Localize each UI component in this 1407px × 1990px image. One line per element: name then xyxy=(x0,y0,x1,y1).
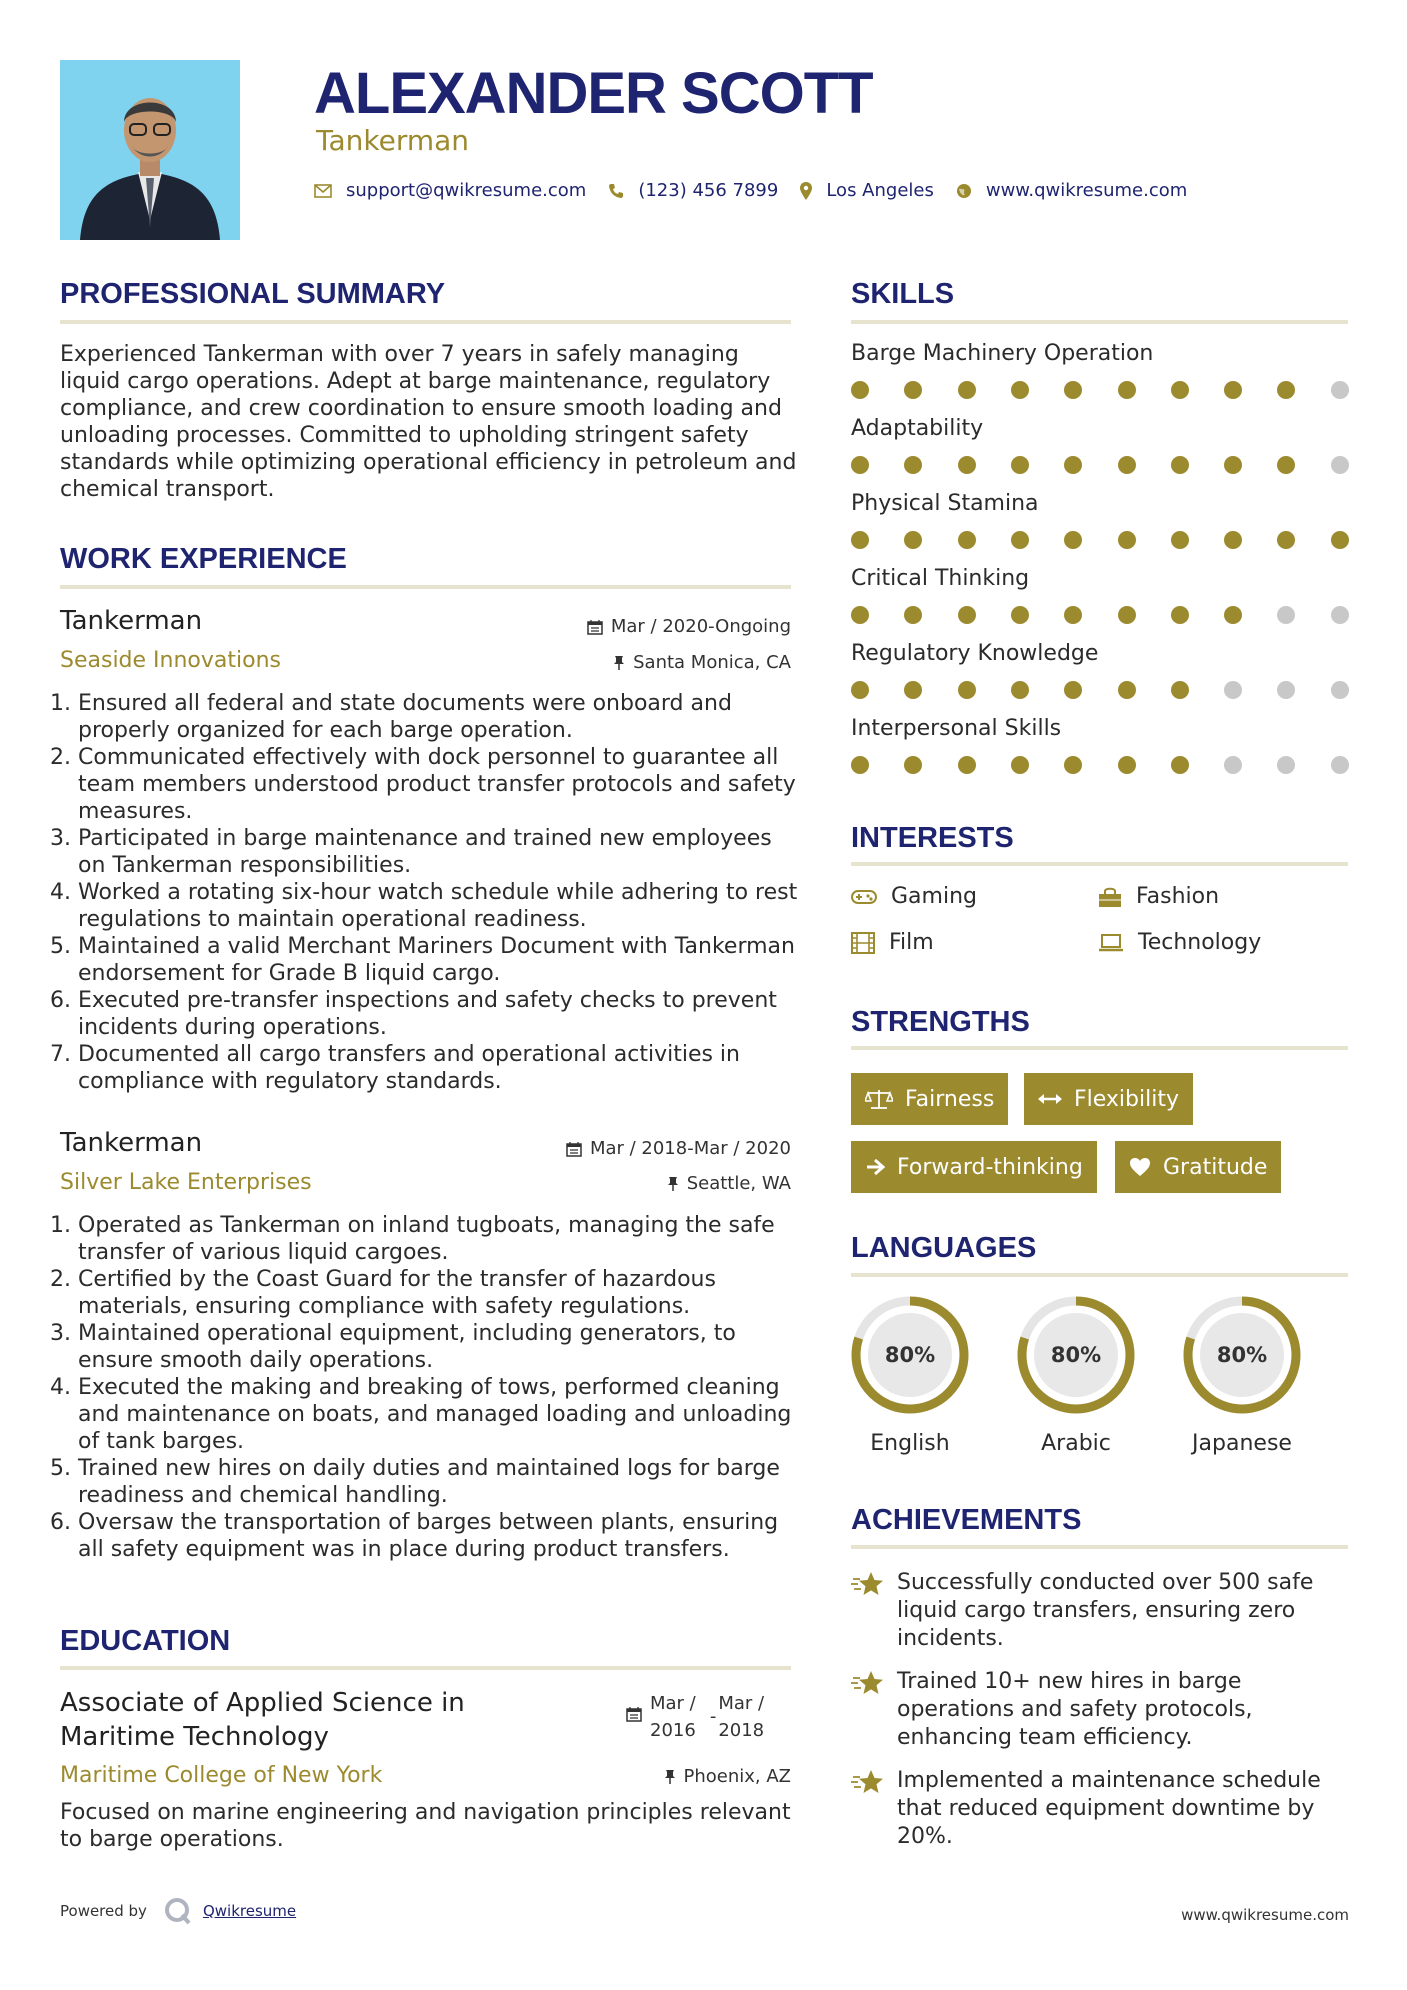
education-rule xyxy=(60,1666,791,1670)
language-name-arabic: Arabic xyxy=(1041,1431,1111,1456)
experience-rule xyxy=(60,585,791,589)
rating-dot-filled xyxy=(1011,681,1029,699)
interests-heading: INTERESTS xyxy=(851,822,1014,854)
rating-dot-filled xyxy=(1118,456,1136,474)
edu-start-year: 2016 xyxy=(650,1720,696,1741)
job-1-company: Seaside Innovations xyxy=(60,648,281,673)
experience-heading: WORK EXPERIENCE xyxy=(60,543,347,575)
job-1-title: Tankerman xyxy=(60,606,203,636)
edu-end-month: Mar / xyxy=(718,1693,765,1714)
rating-dot-filled xyxy=(1011,606,1029,624)
summary-text: Experienced Tankerman with over 7 years in safely managing liquid cargo operations. Adept at barge maintenance, regulatory compliance, and crew coordination to ensure smooth loading and unloading processes. Committed to upholding stringent safety standards while optimizing operational efficiency in petroleum and chemical transport. xyxy=(60,342,797,502)
balance-scale-icon xyxy=(865,1088,893,1110)
rating-dot-filled xyxy=(958,756,976,774)
arrows-horizontal-icon xyxy=(1038,1092,1062,1106)
website-text: www.qwikresume.com xyxy=(985,180,1188,201)
language-gauge xyxy=(1011,1290,1141,1420)
achievement-item xyxy=(851,1668,1361,1752)
rating-dot-filled xyxy=(1118,681,1136,699)
rating-dot-filled xyxy=(1011,381,1029,399)
candidate-name: ALEXANDER SCOTT xyxy=(314,61,873,126)
list-item: 4. Worked a rotating six-hour watch schedule while adhering to rest regulations to maintain operational readiness. xyxy=(78,879,800,933)
gauge-label: 80% xyxy=(1216,1343,1268,1367)
gamepad-icon xyxy=(851,889,877,905)
interest-technology: Technology xyxy=(1098,930,1261,955)
rating-dot-filled xyxy=(1171,531,1189,549)
achievements-rule xyxy=(851,1545,1348,1549)
summary-rule xyxy=(60,320,791,324)
job-1-location: Santa Monica, CA xyxy=(613,652,791,673)
language-gauge xyxy=(845,1290,975,1420)
list-item: 1. Ensured all federal and state documents were onboard and properly organized for each barge operation. xyxy=(78,690,800,744)
education-location: Phoenix, AZ xyxy=(664,1766,792,1787)
list-item: 3. Maintained operational equipment, including generators, to ensure smooth daily operations. xyxy=(78,1320,800,1374)
job-2-title: Tankerman xyxy=(60,1128,203,1158)
list-item: 2. Certified by the Coast Guard for the transfer of hazardous materials, ensuring compliance with safety regulations. xyxy=(78,1266,800,1320)
job-2-bullets xyxy=(60,1212,800,1563)
list-item: 2. Communicated effectively with dock personnel to guarantee all team members understood product transfer protocols and safety measures. xyxy=(78,744,800,825)
rating-dot-filled xyxy=(851,381,869,399)
contact-location xyxy=(800,180,934,201)
rating-dot-filled xyxy=(904,606,922,624)
interest-gaming: Gaming xyxy=(851,884,977,909)
languages-heading: LANGUAGES xyxy=(851,1232,1037,1264)
rating-dot-filled xyxy=(1171,456,1189,474)
location-text: Los Angeles xyxy=(826,180,934,201)
achievement-item xyxy=(851,1767,1361,1851)
rating-dot-empty xyxy=(1331,681,1349,699)
rating-dot-filled xyxy=(1064,606,1082,624)
rating-dot-filled xyxy=(1224,456,1242,474)
interests-rule xyxy=(851,862,1348,866)
phone-icon xyxy=(608,183,624,199)
rating-dot-filled xyxy=(1171,681,1189,699)
rating-dot-empty xyxy=(1277,681,1295,699)
rating-dot-filled xyxy=(904,756,922,774)
contact-email[interactable] xyxy=(314,180,586,201)
film-icon xyxy=(851,932,875,954)
qwikresume-logo-icon xyxy=(163,1896,193,1926)
rating-dot-filled xyxy=(1277,456,1295,474)
rating-dot-filled xyxy=(1224,531,1242,549)
globe-icon xyxy=(956,183,972,199)
arrow-right-icon xyxy=(865,1158,885,1176)
rating-dot-filled xyxy=(1118,606,1136,624)
strength-flexibility: Flexibility xyxy=(1024,1073,1193,1125)
language-gauge xyxy=(1177,1290,1307,1420)
email-text: support@qwikresume.com xyxy=(346,180,587,201)
job-2-company: Silver Lake Enterprises xyxy=(60,1170,312,1195)
rating-dot-filled xyxy=(958,681,976,699)
rating-dot-filled xyxy=(1064,531,1082,549)
list-item: 6. Oversaw the transportation of barges between plants, ensuring all safety equipment was in place during product transfers. xyxy=(78,1509,800,1563)
profile-photo xyxy=(60,60,240,240)
rating-dot-filled xyxy=(1118,531,1136,549)
rating-dot-filled xyxy=(1064,681,1082,699)
star-award-icon xyxy=(851,1769,885,1795)
contact-website[interactable] xyxy=(956,180,1187,201)
rating-dot-filled xyxy=(851,756,869,774)
rating-dot-filled xyxy=(958,606,976,624)
rating-dot-filled xyxy=(1064,756,1082,774)
skill-name: Barge Machinery Operation xyxy=(851,341,1154,366)
rating-dot-filled xyxy=(1171,756,1189,774)
skill-rating xyxy=(851,381,1351,403)
qwikresume-link[interactable]: Qwikresume xyxy=(202,1902,297,1920)
contact-phone[interactable] xyxy=(608,180,778,201)
job-2-dates: Mar / 2018-Mar / 2020 xyxy=(566,1138,791,1159)
candidate-title: Tankerman xyxy=(316,124,470,157)
language-name-japanese: Japanese xyxy=(1192,1431,1292,1456)
strengths-rule xyxy=(851,1046,1348,1050)
achievement-text: Trained 10+ new hires in barge operations and safety protocols, enhancing team efficiency. xyxy=(897,1669,1253,1750)
languages-rule xyxy=(851,1273,1348,1277)
pushpin-icon xyxy=(613,655,625,671)
skill-name: Physical Stamina xyxy=(851,491,1039,516)
rating-dot-filled xyxy=(1224,381,1242,399)
skill-rating xyxy=(851,456,1351,478)
job-1-bullets xyxy=(60,690,800,1095)
summary-heading: PROFESSIONAL SUMMARY xyxy=(60,278,446,310)
job-1-dates: Mar / 2020-Ongoing xyxy=(587,616,791,637)
calendar-icon xyxy=(626,1706,642,1722)
edu-date-separator: - xyxy=(709,1706,717,1727)
gauge-label: 80% xyxy=(1050,1343,1102,1367)
rating-dot-filled xyxy=(1277,381,1295,399)
skill-rating xyxy=(851,756,1351,778)
rating-dot-filled xyxy=(1064,456,1082,474)
education-degree: Associate of Applied Science in Maritime Technology xyxy=(60,1688,465,1752)
rating-dot-empty xyxy=(1331,381,1349,399)
rating-dot-filled xyxy=(1011,456,1029,474)
star-award-icon xyxy=(851,1670,885,1696)
skill-rating xyxy=(851,606,1351,628)
education-description: Focused on marine engineering and navigation principles relevant to barge operations. xyxy=(60,1800,791,1852)
gauge-label: 80% xyxy=(884,1343,936,1367)
list-item: 7. Documented all cargo transfers and operational activities in compliance with regulatory standards. xyxy=(78,1041,800,1095)
map-marker-icon xyxy=(800,182,812,200)
edu-end-year: 2018 xyxy=(718,1720,765,1741)
pushpin-icon xyxy=(664,1769,676,1785)
education-school: Maritime College of New York xyxy=(60,1763,383,1788)
footer-powered-by: Powered by Qwikresume xyxy=(60,1896,296,1926)
phone-text: (123) 456 7899 xyxy=(638,180,779,201)
interest-film: Film xyxy=(851,930,934,955)
rating-dot-filled xyxy=(851,456,869,474)
pushpin-icon xyxy=(667,1176,679,1192)
education-heading: EDUCATION xyxy=(60,1625,231,1657)
rating-dot-filled xyxy=(1011,756,1029,774)
rating-dot-filled xyxy=(1171,606,1189,624)
skill-name: Interpersonal Skills xyxy=(851,716,1062,741)
strength-fairness: Fairness xyxy=(851,1073,1008,1125)
envelope-icon xyxy=(314,184,332,198)
rating-dot-empty xyxy=(1331,456,1349,474)
rating-dot-filled xyxy=(851,681,869,699)
shopping-bag-icon xyxy=(1098,886,1122,908)
strengths-heading: STRENGTHS xyxy=(851,1006,1030,1038)
achievement-text: Successfully conducted over 500 safe liquid cargo transfers, ensuring zero incidents. xyxy=(897,1570,1314,1651)
strength-gratitude: Gratitude xyxy=(1115,1141,1281,1193)
list-item: 5. Maintained a valid Merchant Mariners Document with Tankerman endorsement for Grade B liquid cargo. xyxy=(78,933,800,987)
rating-dot-filled xyxy=(1118,381,1136,399)
language-name-english: English xyxy=(870,1431,950,1456)
rating-dot-filled xyxy=(851,531,869,549)
rating-dot-filled xyxy=(904,681,922,699)
strength-forward-thinking: Forward-thinking xyxy=(851,1141,1097,1193)
education-dates xyxy=(626,1690,764,1744)
interest-fashion: Fashion xyxy=(1098,884,1219,909)
skill-name: Adaptability xyxy=(851,416,984,441)
achievement-item xyxy=(851,1569,1361,1653)
footer-website[interactable]: www.qwikresume.com xyxy=(1181,1906,1349,1924)
rating-dot-filled xyxy=(1224,606,1242,624)
rating-dot-filled xyxy=(904,531,922,549)
rating-dot-filled xyxy=(851,606,869,624)
rating-dot-filled xyxy=(958,531,976,549)
skill-rating xyxy=(851,531,1351,553)
job-2-location: Seattle, WA xyxy=(667,1173,791,1194)
list-item: 1. Operated as Tankerman on inland tugboats, managing the safe transfer of various liquid cargoes. xyxy=(78,1212,800,1266)
contact-bar xyxy=(314,180,1209,201)
edu-start-month: Mar / xyxy=(650,1693,696,1714)
rating-dot-filled xyxy=(1171,381,1189,399)
rating-dot-filled xyxy=(904,456,922,474)
list-item: 3. Participated in barge maintenance and trained new employees on Tankerman responsibilities. xyxy=(78,825,800,879)
skill-name: Critical Thinking xyxy=(851,566,1030,591)
rating-dot-filled xyxy=(1277,531,1295,549)
rating-dot-filled xyxy=(904,381,922,399)
rating-dot-empty xyxy=(1331,606,1349,624)
rating-dot-empty xyxy=(1277,756,1295,774)
rating-dot-empty xyxy=(1224,681,1242,699)
skill-rating xyxy=(851,681,1351,703)
calendar-icon xyxy=(566,1141,582,1157)
rating-dot-filled xyxy=(1011,531,1029,549)
list-item: 4. Executed the making and breaking of tows, performed cleaning and maintenance on boats, and managed loading and unloading of tank barges. xyxy=(78,1374,800,1455)
list-item: 5. Trained new hires on daily duties and maintained logs for barge readiness and chemical handling. xyxy=(78,1455,800,1509)
rating-dot-filled xyxy=(1331,531,1349,549)
rating-dot-filled xyxy=(958,381,976,399)
rating-dot-empty xyxy=(1224,756,1242,774)
heart-icon xyxy=(1129,1157,1151,1177)
calendar-icon xyxy=(587,619,603,635)
rating-dot-filled xyxy=(1064,381,1082,399)
skill-name: Regulatory Knowledge xyxy=(851,641,1099,666)
achievements-heading: ACHIEVEMENTS xyxy=(851,1504,1082,1536)
laptop-icon xyxy=(1098,933,1124,953)
list-item: 6. Executed pre-transfer inspections and safety checks to prevent incidents during operations. xyxy=(78,987,800,1041)
rating-dot-filled xyxy=(958,456,976,474)
rating-dot-empty xyxy=(1331,756,1349,774)
star-award-icon xyxy=(851,1571,885,1597)
rating-dot-filled xyxy=(1118,756,1136,774)
achievement-text: Implemented a maintenance schedule that reduced equipment downtime by 20%. xyxy=(897,1768,1321,1849)
rating-dot-empty xyxy=(1277,606,1295,624)
skills-rule xyxy=(851,320,1348,324)
skills-heading: SKILLS xyxy=(851,278,955,310)
